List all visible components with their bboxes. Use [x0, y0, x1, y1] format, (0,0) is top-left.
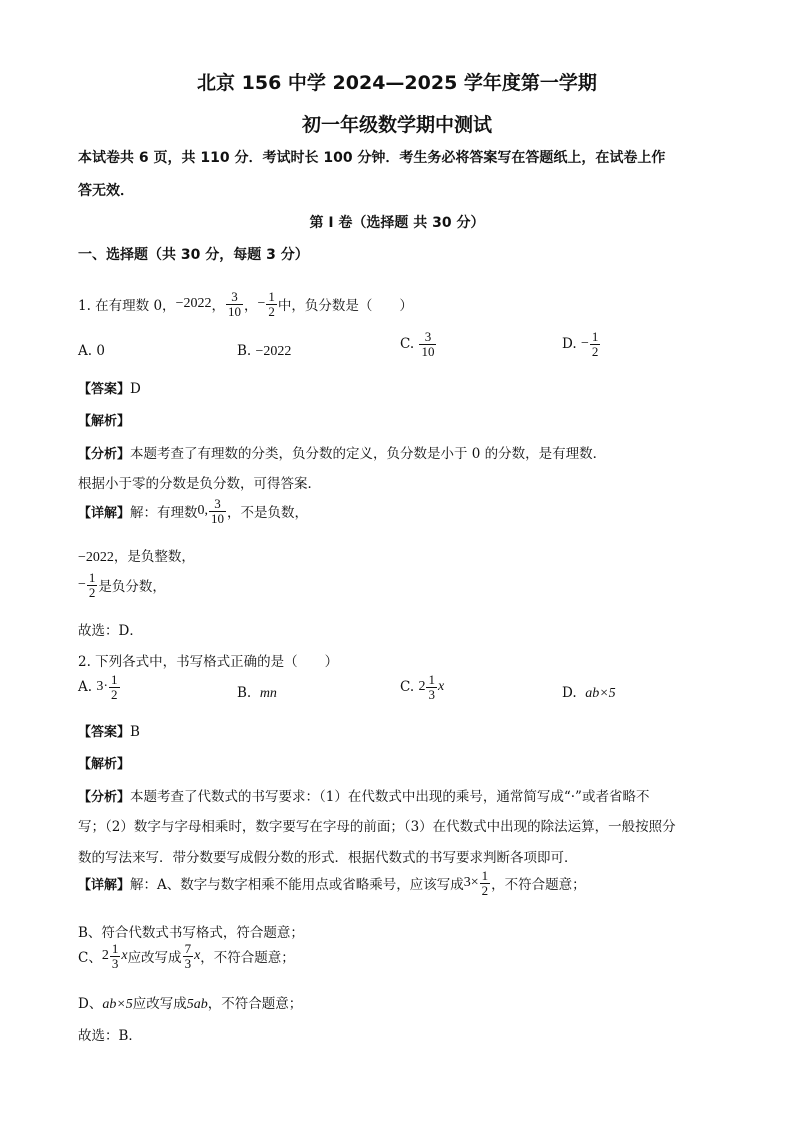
frac-numerator: 7	[184, 941, 192, 956]
notice-line2: 答无效．	[78, 183, 134, 199]
detail-text: 解：A、数字与数字相乘不能用点或省略乘号，应该写成	[130, 877, 464, 894]
option-label: C.	[400, 679, 415, 696]
q2-detail-c	[78, 942, 295, 970]
q2-analysis-3: 数的写法来写．带分数要写成假分数的形式．根据代数式的书写要求判断各项即可．	[78, 850, 578, 866]
detail-text-end: ，不符合题意；	[207, 996, 303, 1012]
q2-choice: 故选：B．	[78, 1028, 142, 1044]
part-title: 第 I 卷（选择题 共 30 分）	[309, 215, 485, 231]
detail-head: 【详解】	[78, 877, 131, 893]
detail-fraction-1	[110, 942, 121, 970]
detail-text-end: ，不是负数，	[227, 505, 309, 522]
notice-line1: 本试卷共 6 页，共 110 分．考试时长 100 分钟．考生务必将答案写在答题纸上，在试卷上作	[78, 150, 666, 166]
analysis-head: 【分析】	[78, 790, 131, 805]
exam-title-line2: 初一年级数学期中测试	[301, 114, 492, 136]
answer-value: B	[130, 724, 140, 740]
frac-numerator: 1	[111, 941, 119, 956]
option-value: −2022	[255, 344, 292, 359]
q1-stem	[78, 290, 413, 318]
q1-analysis	[78, 442, 606, 462]
detail-fraction	[480, 869, 491, 897]
frac-denominator: 2	[111, 686, 118, 702]
frac-numerator: 1	[591, 329, 599, 344]
frac-numerator: 1	[268, 289, 275, 304]
q2-stem: 2. 下列各式中，书写格式正确的是（ ）	[78, 654, 339, 670]
detail-expr: ab×5	[102, 997, 133, 1012]
q1-fraction-3-10	[226, 290, 243, 318]
frac-denominator: 3	[111, 955, 119, 971]
option-fraction	[590, 330, 601, 358]
q2-analysis-1	[78, 785, 649, 805]
detail-fraction	[209, 497, 226, 525]
q1-option-a: A. 0	[78, 343, 105, 359]
option-label: D.	[562, 336, 577, 353]
option-value: ab×5	[585, 686, 616, 701]
frac-numerator: 1	[481, 868, 489, 883]
frac-denominator: 3	[428, 686, 435, 702]
frac-denominator: 10	[211, 510, 225, 526]
exam-title-line1: 北京 156 中学 2024—2025 学年度第一学期	[197, 72, 597, 94]
q1-fraction-1-2	[266, 290, 277, 318]
frac-numerator: 1	[428, 672, 435, 687]
q1-comma2: ，	[243, 298, 258, 315]
option-neg-sign: −	[580, 336, 589, 352]
option-label: A.	[78, 679, 93, 696]
detail-text: D、	[78, 996, 103, 1012]
analysis-head: 【分析】	[78, 447, 131, 462]
option-label: B.	[237, 343, 252, 359]
q1-option-c	[400, 330, 437, 358]
detail-head: 【详解】	[78, 505, 131, 521]
q1-suffix: 中，负分数是（ ）	[277, 298, 413, 315]
frac-denominator: 2	[268, 303, 275, 319]
frac-numerator: 3	[214, 496, 221, 511]
detail-expr-2: 5ab	[186, 997, 208, 1012]
q1-detail-3	[78, 571, 166, 599]
q2-option-c	[400, 673, 444, 701]
q2-detail-d	[78, 992, 302, 1013]
detail-value: −2022	[78, 550, 114, 565]
option-fraction	[109, 673, 120, 701]
detail-zero: 0,	[197, 503, 209, 519]
frac-numerator: 1	[111, 672, 118, 687]
q2-analysis-2: 写；（2）数字与字母相乘时，数字要写在字母的前面；（3）在代数式中出现的除法运算，一般按照分	[78, 819, 676, 835]
frac-denominator: 10	[227, 303, 241, 319]
q2-answer	[78, 721, 140, 740]
option-variable: x	[437, 679, 445, 695]
frac-numerator: 3	[231, 289, 238, 304]
detail-variable-2: x	[194, 948, 201, 964]
option-three: 3·	[96, 679, 109, 695]
option-whole: 2	[418, 679, 426, 695]
detail-text: 解：有理数	[130, 505, 198, 522]
detail-text: ，是负整数，	[113, 549, 195, 565]
q1-detail-1	[78, 497, 308, 525]
option-fraction	[426, 673, 437, 701]
q1-analysis-tag: 【解析】	[78, 414, 131, 429]
frac-denominator: 2	[591, 343, 599, 359]
q2-option-a	[78, 673, 121, 701]
detail-text-mid: 应改写成	[132, 996, 187, 1012]
detail-variable: x	[121, 948, 128, 964]
detail-fraction-2	[183, 942, 194, 970]
q1-analysis-2: 根据小于零的分数是负分数，可得答案．	[78, 476, 321, 492]
q2-detail-a	[78, 869, 586, 897]
q1-option-d	[562, 330, 601, 358]
analysis-text: 本题考查了代数式的书写要求：（1）在代数式中出现的乘号，通常简写成“·”或者省略不	[130, 789, 650, 805]
analysis-text: 本题考查了有理数的分类，负分数的定义，负分数是小于 0 的分数，是有理数．	[130, 446, 607, 462]
detail-text-end: ，不符合题意；	[200, 950, 295, 967]
detail-whole: 2	[101, 948, 109, 964]
detail-text: C、	[78, 950, 102, 967]
detail-text-end: ，不符合题意；	[491, 877, 586, 894]
frac-denominator: 10	[421, 343, 435, 359]
q2-detail-b: B、符合代数式书写格式，符合题意；	[78, 925, 304, 941]
frac-numerator: 3	[424, 329, 432, 344]
option-label: B.	[237, 685, 252, 701]
option-label: D.	[562, 685, 577, 701]
q1-neg2022: −2022	[175, 296, 212, 312]
frac-denominator: 2	[481, 882, 489, 898]
q1-answer	[78, 378, 141, 397]
option-fraction	[419, 330, 436, 358]
answer-tag: 【答案】	[78, 725, 131, 740]
q2-option-b	[237, 685, 277, 702]
q1-choice: 故选：D．	[78, 623, 143, 639]
answer-value: D	[130, 381, 141, 397]
q1-comma: ，	[211, 298, 225, 315]
frac-numerator: 1	[88, 570, 96, 585]
frac-denominator: 2	[88, 584, 96, 600]
q1-detail-2	[78, 545, 195, 566]
section-title: 一、选择题（共 30 分，每题 3 分）	[78, 247, 309, 263]
option-value: mn	[259, 686, 277, 701]
q2-analysis-tag: 【解析】	[78, 757, 131, 772]
answer-tag: 【答案】	[78, 382, 131, 397]
detail-neg-sign: −	[78, 577, 86, 593]
q2-option-d	[562, 685, 616, 702]
frac-denominator: 3	[184, 955, 192, 971]
option-label: C.	[400, 336, 415, 353]
detail-text: 是负分数，	[98, 579, 166, 596]
q1-neg-sign: −	[257, 296, 266, 312]
detail-text-mid: 应改写成	[127, 950, 182, 967]
q1-option-b	[237, 343, 291, 360]
detail-expr: 3×	[463, 875, 479, 891]
detail-fraction	[87, 571, 98, 599]
q1-prefix: 1. 在有理数 0，	[78, 298, 176, 315]
